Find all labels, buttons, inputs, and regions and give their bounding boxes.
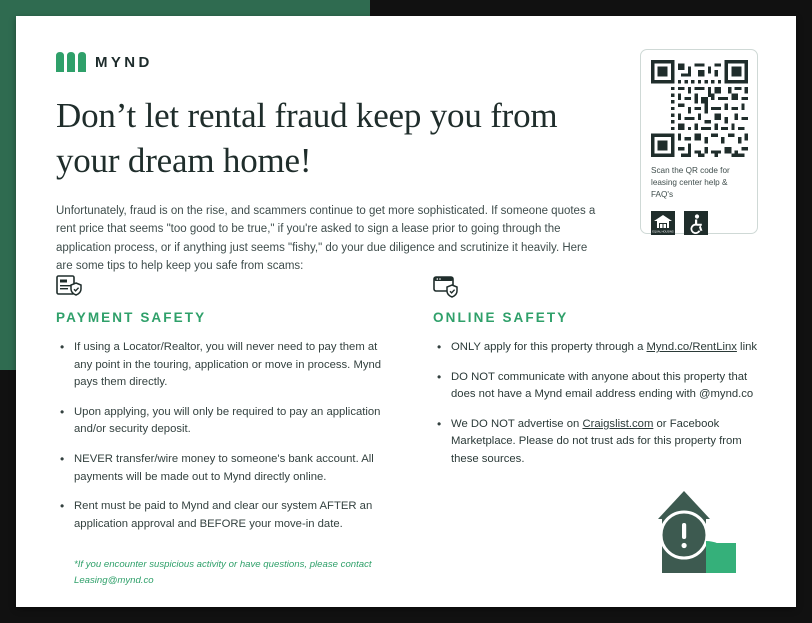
svg-text:EQUAL HOUSING: EQUAL HOUSING [652,229,674,233]
intro-paragraph: Unfortunately, fraud is on the rise, and scammers continue to get more sophisticated. If someone quotes a rent price that seems "too good to be true," if you're asked to sign a lease prior to going through the application process, or if anything just seems "fishy," do your due diligence and scrutinize it heavily. Here are some tips to help keep you safe from scams: [56,204,596,273]
craigslist-link[interactable]: Craigslist.com [582,417,654,430]
column-title-payment-safety: PAYMENT SAFETY [56,310,207,325]
contact-note: *If you encounter suspicious activity or have questions, please contact Leasing@mynd.co [74,559,372,586]
decorative-bar-left [0,0,16,370]
list-item-text-after: or Facebook Marketplace. Please do not trust ads for this property from these sources. [451,417,742,466]
qr-caption: Scan the QR code for leasing center help & FAQ's [651,166,730,199]
mynd-rentlinx-link[interactable]: Mynd.co/RentLinx [646,341,737,353]
decorative-bar-top [0,0,370,16]
qr-panel [640,49,758,234]
page-title: Don’t let rental fraud keep you from your dream home! [56,96,558,180]
compliance-badges [651,211,747,235]
list-item-text-after: link [736,341,758,353]
list-item [433,339,768,357]
column-title-online-safety: ONLINE SAFETY [433,310,569,325]
payment-invoice-shield-icon [56,274,391,300]
list-item: • Upon applying, you will only be required to pay an application and/or security deposit. [56,404,391,439]
list-item: • DO NOT communicate with anyone about this property that does not have a Mynd email address ending with @mynd.co [433,369,768,404]
list-item: • NEVER transfer/wire money to someone's bank account. All payments will be made out to Mynd directly online. [56,451,391,486]
flyer-card [16,16,796,607]
list-item-text-before: ONLY apply for this property through a [451,341,647,353]
payment-safety-list [56,339,391,533]
list-item: • If using a Locator/Realtor, you will never need to pay them at any point in the touring, application or move in process. Mynd pays them directly. [56,339,391,392]
online-safety-list [433,339,768,469]
list-item [433,416,768,469]
house-warning-icon [618,473,740,585]
list-item-text-before: We DO NOT advertise on [451,417,583,430]
list-item: • Rent must be paid to Mynd and clear our system AFTER an application approval and BEFORE your move-in date. [56,498,391,533]
column-payment-safety [56,274,391,588]
equal-housing-opportunity-icon [651,211,675,235]
brand-name: MYND [95,53,153,71]
browser-window-shield-icon [433,274,768,300]
mynd-logo-icon [56,52,86,72]
accessibility-wheelchair-icon [684,211,708,235]
qr-code-icon[interactable] [651,60,748,157]
